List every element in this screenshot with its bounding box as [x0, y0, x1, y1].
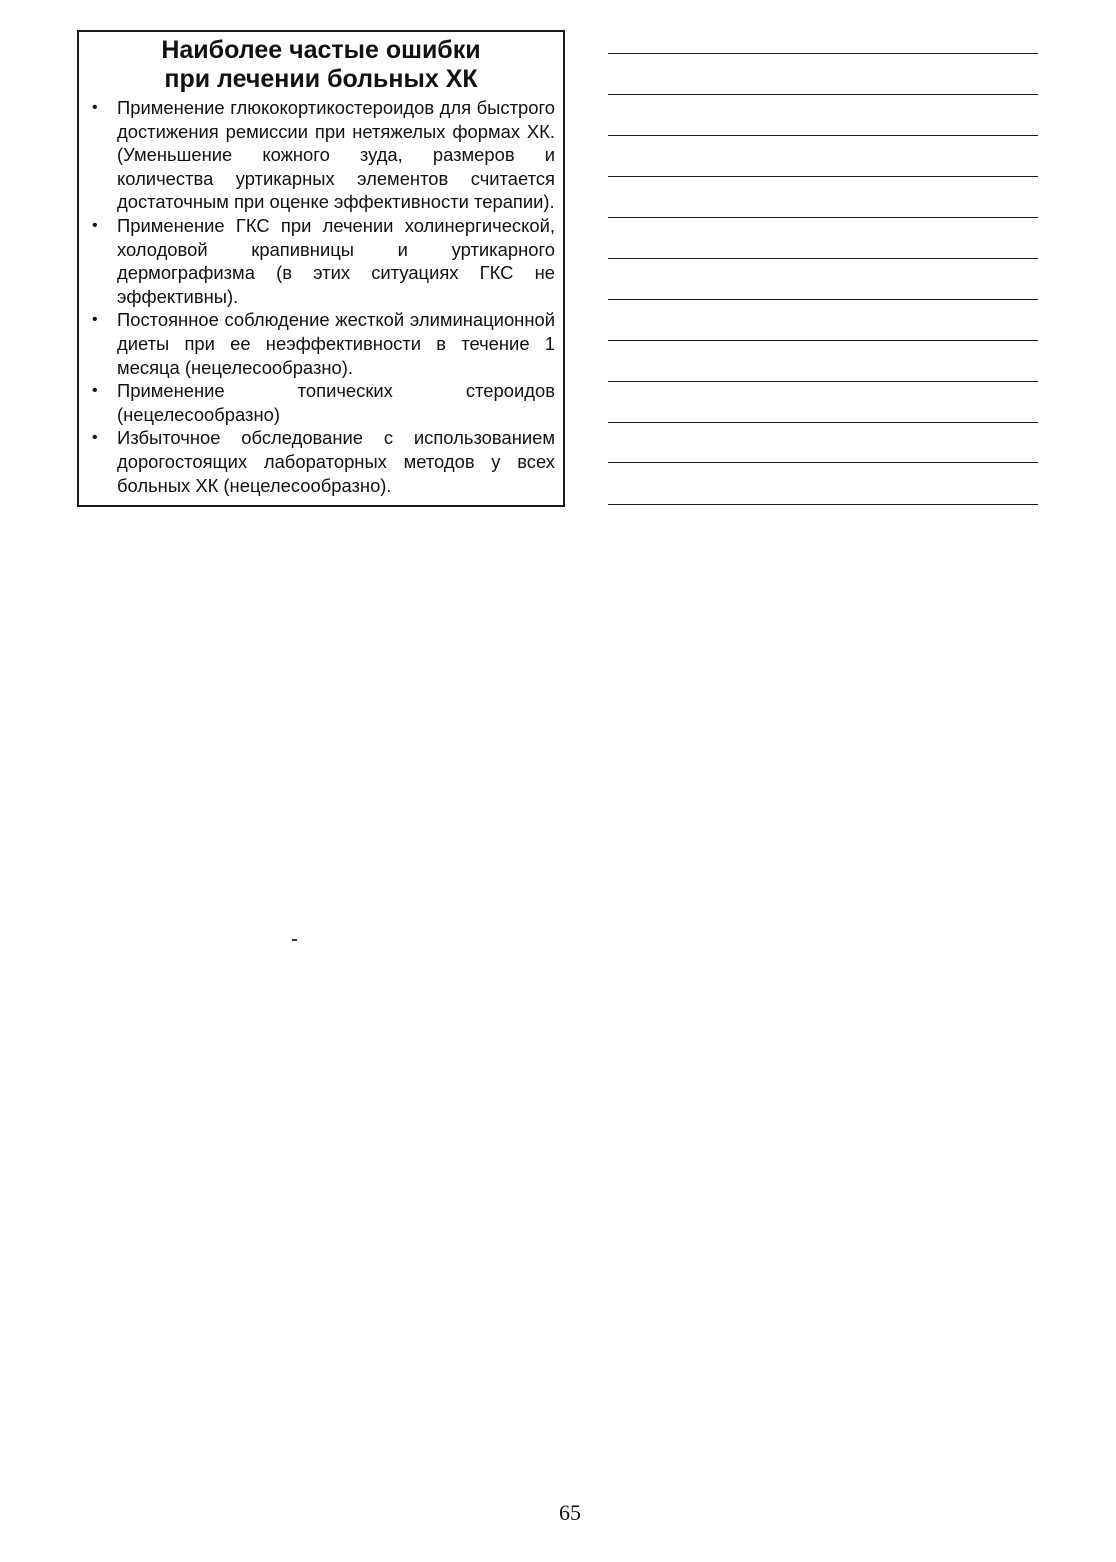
error-item-2: • Применение ГКС при лечении холинергической, холодовой крапивницы и уртикарного дермографизма (в этих ситуациях ГКС не эффективны).: [117, 214, 555, 308]
note-line: [608, 340, 1038, 341]
error-item-3: • Постоянное соблюдение жесткой элиминационной диеты при ее неэффективности в течение 1 месяца (нецелесообразно).: [117, 308, 555, 379]
note-line: [608, 135, 1038, 136]
note-line: [608, 504, 1038, 505]
note-line: [608, 422, 1038, 423]
scan-speck: [292, 939, 297, 941]
note-line: [608, 299, 1038, 300]
note-line: [608, 462, 1038, 463]
page-number: 65: [559, 1500, 581, 1525]
box-title-line-2: при лечении больных ХК: [164, 65, 478, 93]
box-title-line-1: Наиболее частые ошибки: [161, 36, 481, 64]
errors-list: [79, 96, 563, 497]
note-line: [608, 381, 1038, 382]
error-item-1: • Применение глюкокортикостероидов для быстрого достижения ремиссии при нетяжелых формах ХК. (Уменьшение кожного зуда, размеров и количества уртикарных элементов считается достаточным при оценке эффективности терапии).: [117, 96, 555, 214]
box-title: [79, 36, 563, 94]
note-line: [608, 94, 1038, 95]
error-item-4: • Применение топических стероидов (нецелесообразно): [117, 379, 555, 426]
notes-ruled-lines: [608, 0, 1038, 520]
common-errors-box: [77, 30, 565, 507]
note-line: [608, 176, 1038, 177]
note-line: [608, 258, 1038, 259]
error-item-5: • Избыточное обследование с использованием дорогостоящих лабораторных методов у всех больных ХК (нецелесообразно).: [117, 426, 555, 497]
note-line: [608, 217, 1038, 218]
note-line: [608, 53, 1038, 54]
